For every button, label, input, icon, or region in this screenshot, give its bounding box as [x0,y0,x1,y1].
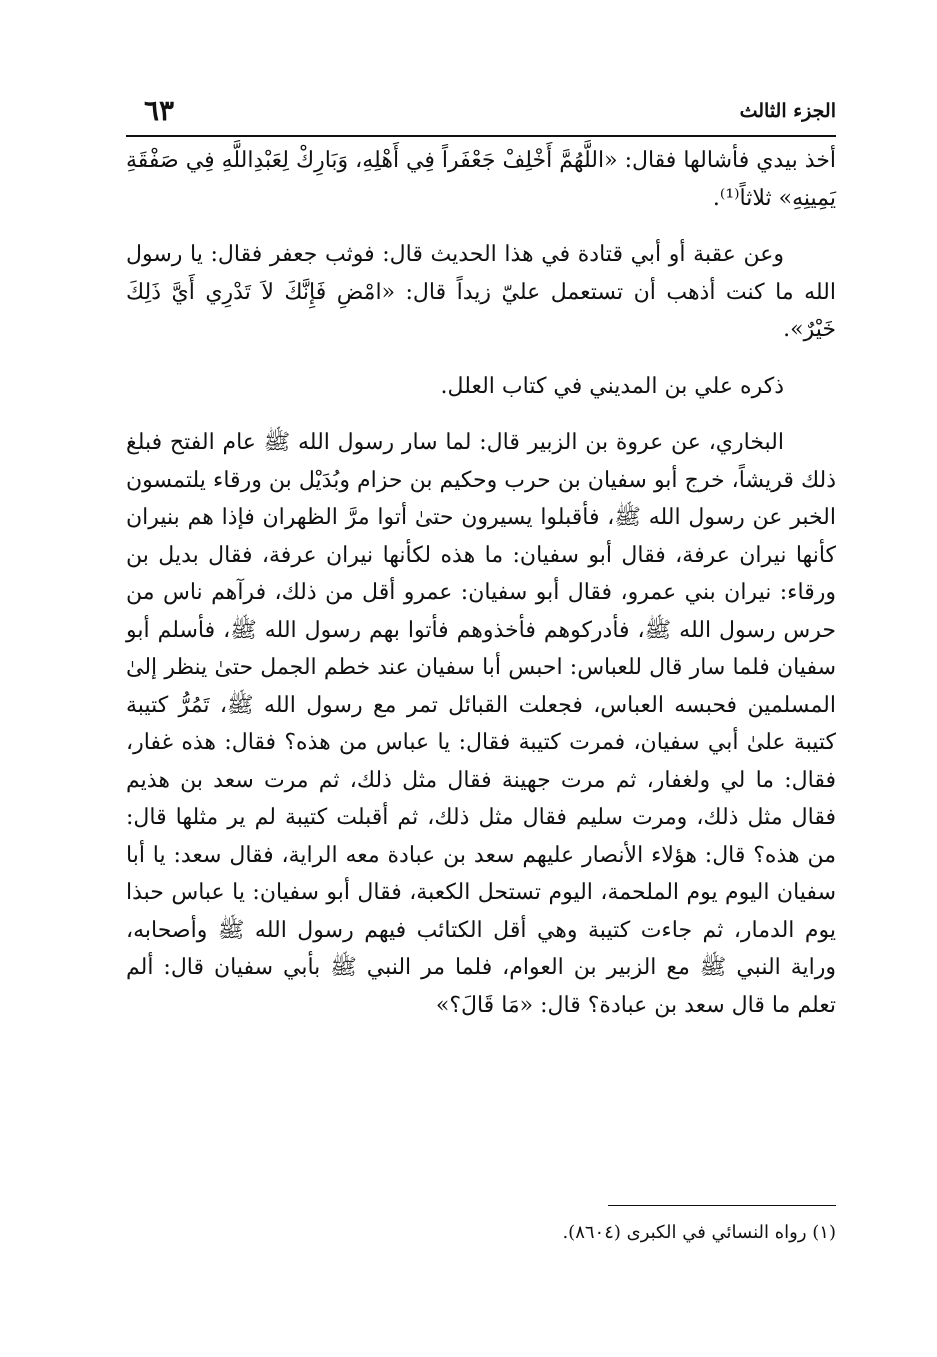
main-text [126,142,836,1024]
header-rule [126,135,836,137]
footnote-rule [608,1205,836,1206]
page-number: ٦٣ [144,94,175,127]
footnote: (١) رواه النسائي في الكبرى (٨٦٠٤). [562,1222,836,1243]
paragraph-uqba-hadith: وعن عقبة أو أبي قتادة في هذا الحديث قال: فوثب جعفر فقال: يا رسول الله ما كنت أذهب أن تستعمل عليّ زيداً قال: «امْضِ فَإِنَّكَ لاَ تَدْرِي أَيَّ ذَلِكَ خَيْرٌ». [126,242,836,342]
running-title: الجزء الثالث [739,100,836,122]
paragraph-source-note: ذكره علي بن المديني في كتاب العلل. [440,373,784,399]
paragraph-bukhari-narration: البخاري، عن عروة بن الزبير قال: لما سار رسول الله ﷺ عام الفتح فبلغ ذلك قريشاً، خرج أبو سفيان بن حرب وحكيم بن حزام وبُدَيْل بن ورقاء يلتمسون الخبر عن رسول الله ﷺ، فأقبلوا يسيرون حتىٰ أتوا مرَّ الظهران فإذا هم بنيران كأنها نيران عرفة، فقال أبو سفيان: ما هذه لكأنها نيران عرفة، فقال بديل بن ورقاء: نيران بني عمرو، فقال أبو سفيان: عمرو أقل من ذلك، فرآهم ناس من حرس رسول الله ﷺ، فأدركوهم فأخذوهم فأتوا بهم رسول الله ﷺ، فأسلم أبو سفيان فلما سار قال للعباس: احبس أبا سفيان عند خطم الجمل حتىٰ ينظر إلىٰ المسلمين فحبسه العباس، فجعلت القبائل تمر مع رسول الله ﷺ، تَمُرُّ كتيبة كتيبة علىٰ أبي سفيان، فمرت كتيبة فقال: يا عباس من هذه؟ فقال: هذه غفار، فقال: ما لي ولغفار، ثم مرت جهينة فقال مثل ذلك، ثم مرت سعد بن هذيم فقال مثل ذلك، ومرت سليم فقال مثل ذلك، ثم أقبلت كتيبة لم ير مثلها قال: من هذه؟ قال: هؤلاء الأنصار عليهم سعد بن عبادة معه الراية، فقال سعد: يا أبا سفيان اليوم يوم الملحمة، اليوم تستحل الكعبة، فقال أبو سفيان: يا عباس حبذا يوم الدمار، ثم جاءت كتيبة وهي أقل الكتائب فيهم رسول الله ﷺ وأصحابه، وراية النبي ﷺ مع الزبير بن العوام، فلما مر النبي ﷺ بأبي سفيان قال: ألم تعلم ما قال سعد بن عبادة؟ قال: «مَا قَالَ؟» [126,430,837,1018]
page-header [126,92,836,132]
paragraph-continuation: أخذ بيدي فأشالها فقال: «اللَّهُمَّ أَخْلِفْ جَعْفَراً فِي أَهْلِهِ، وَبَارِكْ لِعَبْدِاللَّهِ فِي صَفْقَةِ يَمِينِهِ» ثلاثاً⁽¹⁾. [126,148,836,211]
